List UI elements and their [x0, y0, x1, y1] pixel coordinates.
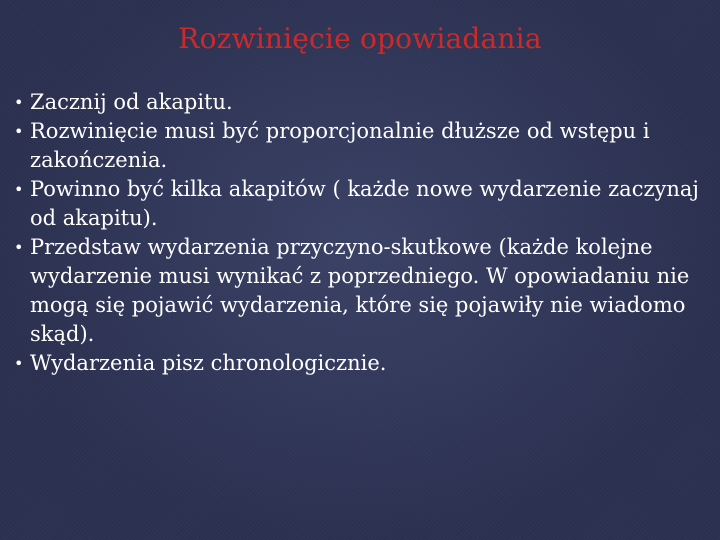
bullet-icon: •	[14, 354, 24, 373]
slide-title: Rozwinięcie opowiadania	[178, 22, 542, 55]
list-item-text: Rozwinięcie musi być proporcjonalnie dłuższe od wstępu i zakończenia.	[30, 119, 650, 172]
bullet-list	[14, 88, 704, 378]
list-item	[14, 349, 704, 378]
list-item	[14, 233, 704, 349]
bullet-icon: •	[14, 122, 24, 141]
list-item-text: Zacznij od akapitu.	[30, 90, 233, 114]
bullet-icon: •	[14, 238, 24, 257]
list-item	[14, 117, 704, 175]
list-item	[14, 88, 704, 117]
list-item	[14, 175, 704, 233]
bullet-icon: •	[14, 180, 24, 199]
list-item-text: Wydarzenia pisz chronologicznie.	[30, 351, 387, 375]
list-item-text: Powinno być kilka akapitów ( każde nowe wydarzenie zaczynaj od akapitu).	[30, 177, 699, 230]
list-item-text: Przedstaw wydarzenia przyczyno-skutkowe (każde kolejne wydarzenie musi wynikać z poprzedniego. W opowiadaniu nie mogą się pojawić wydarzenia, które się pojawiły nie wiadomo skąd).	[30, 235, 690, 346]
bullet-icon: •	[14, 93, 24, 112]
